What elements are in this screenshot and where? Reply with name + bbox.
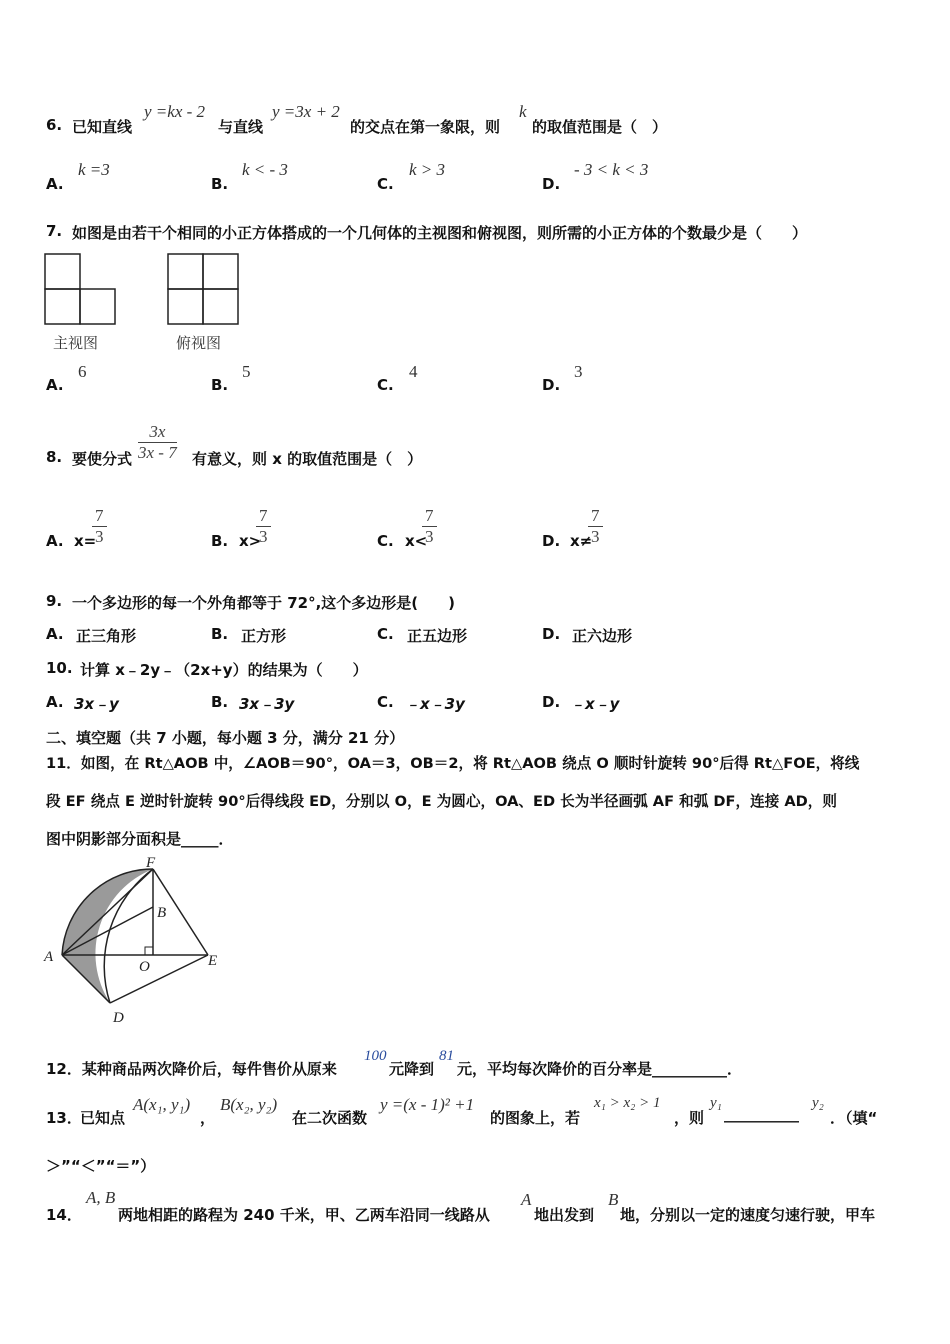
q6-tail-2: 的取值范围是（ ） [532, 118, 668, 136]
q10-option-b-letter[interactable]: B. [211, 693, 229, 711]
q8-option-a-fraction [92, 506, 107, 547]
q6-option-a-text[interactable]: k =3 [78, 160, 110, 179]
q13-mid: 在二次函数 [292, 1109, 368, 1127]
q6-equation-2: y =3x + 2 [272, 102, 340, 121]
q11-line-1: 11．如图，在 Rt△AOB 中，∠AOB＝90°，OA＝3，OB＝2，将 Rt△AOB 绕点 O 顺时针旋转 90°后得 Rt△FOE，将线 [46, 755, 860, 772]
q10-option-b-text[interactable]: 3x﹣3y [239, 695, 295, 713]
q8-option-d-text[interactable]: x≠ [570, 532, 593, 550]
q7-option-d-letter[interactable]: D. [542, 376, 561, 394]
label-O: O [139, 959, 150, 975]
fraction-numerator: 7 [256, 506, 271, 527]
q8-fraction-numerator: 3x [138, 422, 177, 443]
q13-y1: y₁ [710, 1095, 722, 1111]
front-view-figure [40, 250, 130, 330]
q8-number: 8. [46, 448, 63, 466]
q8-option-d-letter[interactable]: D. [542, 532, 561, 550]
label-A: A [44, 949, 54, 965]
q13-y2: y₂ [812, 1095, 824, 1111]
q8-option-c-fraction [422, 506, 437, 547]
q10-option-d-text[interactable]: ﹣x﹣y [570, 695, 620, 713]
fraction-denominator: 3 [591, 527, 600, 546]
q13-line-2: ＞”“＜”“＝”） [46, 1157, 156, 1175]
top-view-caption: 俯视图 [176, 334, 222, 352]
q13-point-b: B(x₂, y₂) [220, 1095, 278, 1114]
q10-option-a-letter[interactable]: A. [46, 693, 64, 711]
q8-option-c-text[interactable]: x< [405, 532, 428, 550]
q11-geometry-figure [40, 855, 240, 1030]
q8-tail: 有意义，则 x 的取值范围是（ ） [192, 450, 423, 468]
q12-mid: 元降到 [389, 1060, 435, 1078]
q9-option-d-text[interactable]: 正六边形 [572, 627, 633, 645]
q8-option-d-fraction [588, 506, 603, 547]
q14-text-3: 地，分别以一定的速度匀速行驶，甲车 [620, 1206, 876, 1224]
q13-comma: ， [200, 1109, 216, 1127]
q12-value-81: 81 [439, 1048, 454, 1064]
q12-value-100: 100 [364, 1048, 387, 1064]
front-view-caption: 主视图 [53, 334, 99, 352]
q6-option-c-letter[interactable]: C. [377, 175, 394, 193]
q6-option-d-text[interactable]: - 3 < k < 3 [574, 160, 649, 179]
q14-point-b: B [608, 1190, 619, 1209]
q12-tail: 元，平均每次降价的百分率是__________． [457, 1060, 743, 1078]
q10-option-a-text[interactable]: 3x﹣y [74, 695, 119, 713]
q6-mid: 与直线 [218, 118, 264, 136]
q10-option-d-letter[interactable]: D. [542, 693, 561, 711]
q9-text: 一个多边形的每一个外角都等于 72°,这个多边形是( ) [72, 594, 456, 612]
q11-line-3: 图中阴影部分面积是_____． [46, 830, 234, 848]
q6-option-b-letter[interactable]: B. [211, 175, 229, 193]
q10-option-c-letter[interactable]: C. [377, 693, 394, 711]
q13-then: ，则 [674, 1109, 705, 1127]
fraction-numerator: 7 [588, 506, 603, 527]
q9-option-c-text[interactable]: 正五边形 [407, 627, 468, 645]
label-F: F [146, 855, 156, 871]
q7-number: 7. [46, 222, 63, 240]
q9-option-b-letter[interactable]: B. [211, 625, 229, 643]
q6-var-k: k [519, 102, 527, 121]
fraction-denominator: 3 [425, 527, 434, 546]
top-view-figure [163, 250, 243, 330]
q9-option-c-letter[interactable]: C. [377, 625, 394, 643]
q14-point-a: A [521, 1190, 532, 1209]
q7-option-c-letter[interactable]: C. [377, 376, 394, 394]
q7-option-b-text[interactable]: 5 [242, 362, 251, 381]
q6-option-b-text[interactable]: k < - 3 [242, 160, 288, 179]
q14-text-1: 两地相距的路程为 240 千米，甲、乙两车沿同一线路从 [118, 1206, 490, 1224]
q10-number: 10. [46, 659, 73, 677]
q14-text-2: 地出发到 [534, 1206, 595, 1224]
q11-line-2: 段 EF 绕点 E 逆时针旋转 90°后得线段 ED，分别以 O，E 为圆心，OA、ED 长为半径画弧 AF 和弧 DF，连接 AD，则 [46, 793, 837, 810]
q13-number: 13． [46, 1109, 82, 1127]
q8-option-a-text[interactable]: x= [74, 532, 97, 550]
q8-option-b-text[interactable]: x> [239, 532, 262, 550]
q9-option-a-letter[interactable]: A. [46, 625, 64, 643]
label-D: D [113, 1010, 124, 1026]
q6-option-c-text[interactable]: k > 3 [409, 160, 446, 179]
q10-text: 计算 x﹣2y﹣（2x+y）的结果为（ ） [80, 661, 368, 679]
q8-option-b-letter[interactable]: B. [211, 532, 229, 550]
q6-tail-1: 的交点在第一象限，则 [350, 118, 501, 136]
q10-option-c-text[interactable]: ﹣x﹣3y [405, 695, 465, 713]
label-E: E [208, 953, 218, 969]
q6-lead: 已知直线 [72, 118, 133, 136]
q7-option-d-text[interactable]: 3 [574, 362, 583, 381]
q6-number: 6. [46, 116, 63, 134]
q7-text: 如图是由若干个相同的小正方体搭成的一个几何体的主视图和俯视图，则所需的小正方体的个数最少是（ ） [72, 224, 808, 242]
q7-option-c-text[interactable]: 4 [409, 362, 418, 381]
q6-equation-1: y =kx - 2 [144, 102, 206, 121]
q9-option-b-text[interactable]: 正方形 [241, 627, 287, 645]
q7-option-a-letter[interactable]: A. [46, 376, 64, 394]
q8-fraction [138, 422, 177, 463]
label-B: B [157, 905, 167, 921]
q9-number: 9. [46, 592, 63, 610]
q13-point-a: A(x₁, y₁) [133, 1095, 191, 1114]
q13-tail: ．（填“ [830, 1109, 878, 1127]
q6-option-d-letter[interactable]: D. [542, 175, 561, 193]
q8-option-a-letter[interactable]: A. [46, 532, 64, 550]
q8-lead: 要使分式 [72, 450, 133, 468]
q9-option-d-letter[interactable]: D. [542, 625, 561, 643]
q13-condition: x₁ > x₂ > 1 [594, 1095, 661, 1111]
section-2-heading: 二、填空题（共 7 小题，每小题 3 分，满分 21 分） [46, 729, 405, 747]
q6-option-a-letter[interactable]: A. [46, 175, 64, 193]
q12-lead: 12．某种商品两次降价后，每件售价从原来 [46, 1060, 337, 1078]
q13-function: y =(x - 1)² +1 [380, 1095, 475, 1114]
q8-option-b-fraction [256, 506, 271, 547]
fraction-denominator: 3 [259, 527, 268, 546]
q7-option-b-letter[interactable]: B. [211, 376, 229, 394]
q13-blank[interactable]: __________ [724, 1105, 799, 1123]
q9-option-a-text[interactable]: 正三角形 [76, 627, 137, 645]
q14-number: 14． [46, 1206, 82, 1224]
q8-option-c-letter[interactable]: C. [377, 532, 394, 550]
q14-points-ab: A, B [86, 1188, 116, 1207]
q13-lead: 已知点 [80, 1109, 126, 1127]
q7-option-a-text[interactable]: 6 [78, 362, 87, 381]
fraction-denominator: 3 [95, 527, 104, 546]
q13-mid-2: 的图象上，若 [490, 1109, 581, 1127]
q8-fraction-denominator: 3x - 7 [138, 443, 177, 462]
fraction-numerator: 7 [422, 506, 437, 527]
fraction-numerator: 7 [92, 506, 107, 527]
